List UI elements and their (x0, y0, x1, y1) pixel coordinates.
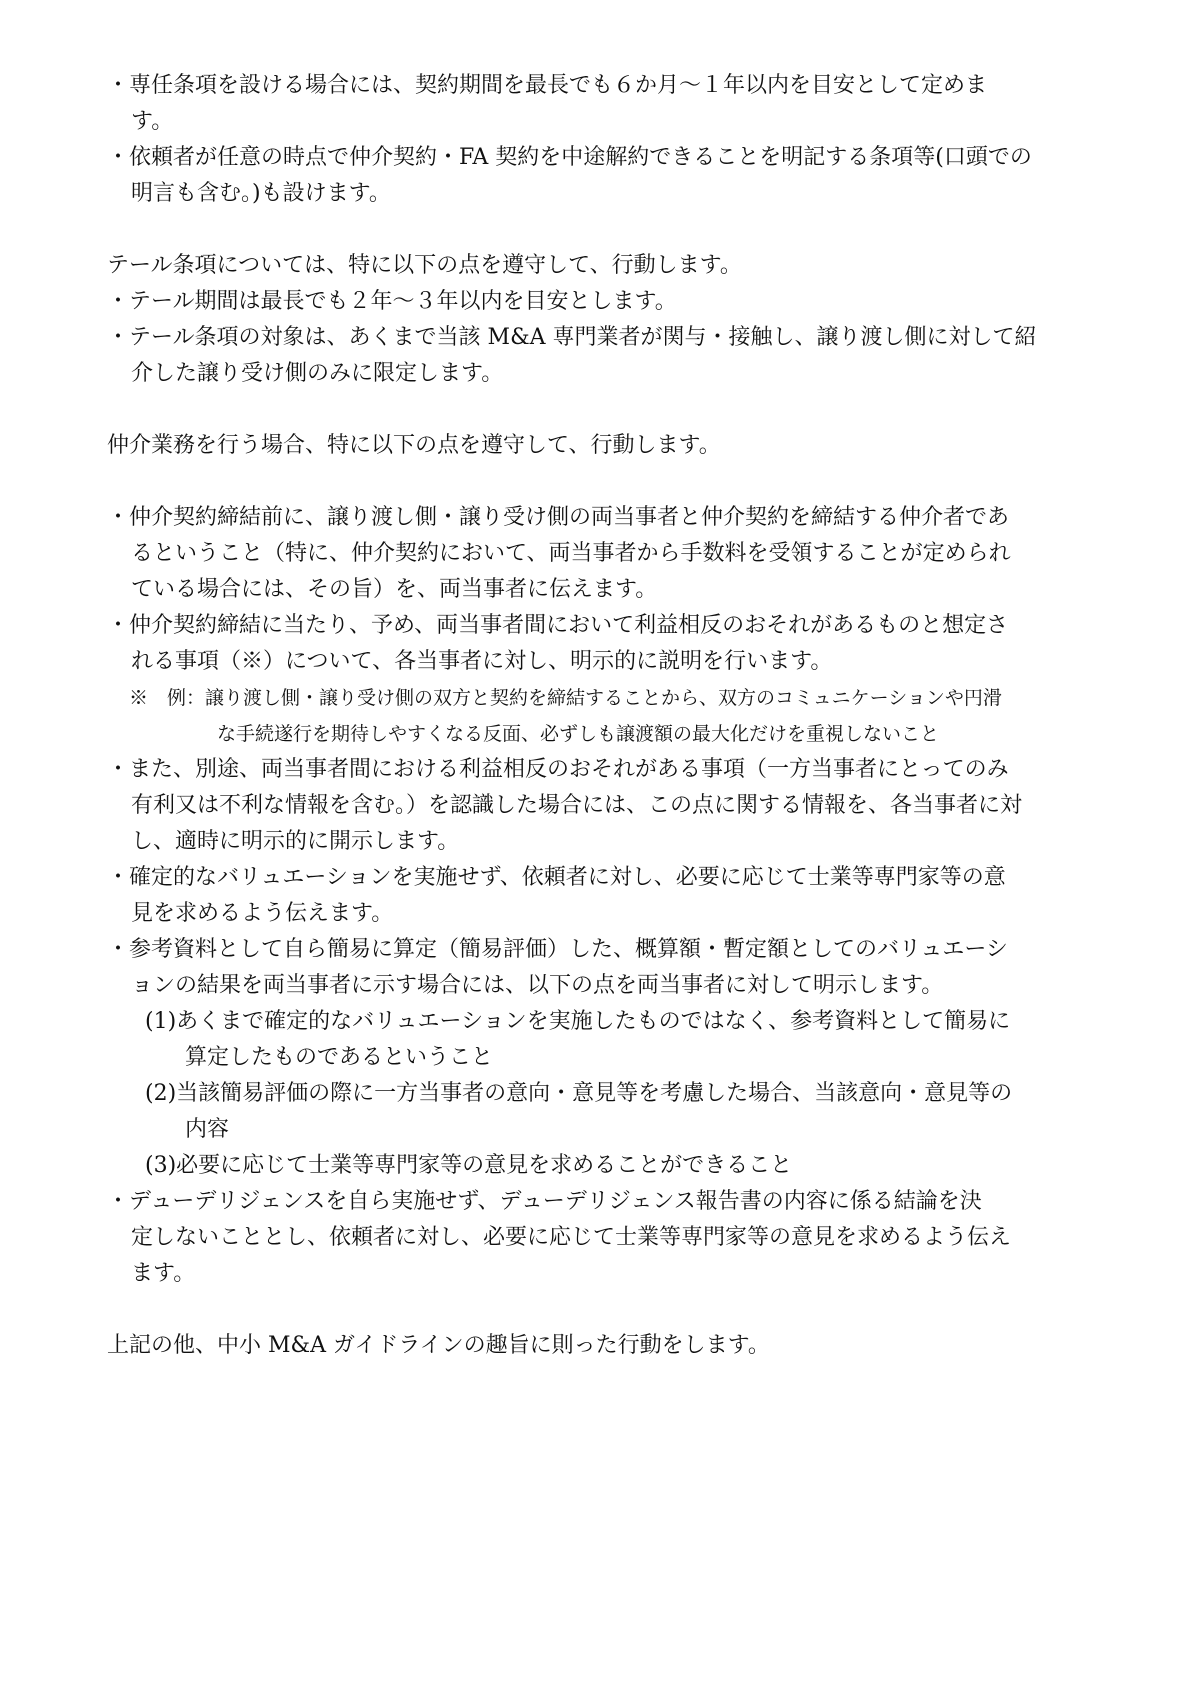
numbered-item: (1)あくまで確定的なバリュエーションを実施したものではなく、参考資料として簡易に (145, 1009, 1011, 1034)
text-line: ・確定的なバリュエーションを実施せず、依頼者に対し、必要に応じて士業等専門家等の意 (107, 865, 1006, 890)
paragraph-gap (107, 464, 1117, 500)
text-line: 定しないこととし、依頼者に対し、必要に応じて士業等専門家等の意見を求めるよう伝え (131, 1225, 1012, 1250)
text-line: ・専任条項を設ける場合には、契約期間を最長でも６か月～１年以内を目安として定めま (107, 73, 988, 98)
text-line: 有利又は不利な情報を含む。）を認識した場合には、この点に関する情報を、各当事者に対 (131, 793, 1023, 818)
text-line: 見を求めるよう伝えます。 (131, 901, 394, 926)
text-line: ・仲介契約締結に当たり、予め、両当事者間において利益相反のおそれがあるものと想定さ (107, 613, 1009, 638)
text-line: ます。 (131, 1261, 196, 1286)
text-line: るということ（特に、仲介契約において、両当事者から手数料を受領することが定められ (131, 541, 1011, 566)
text-line: れる事項（※）について、各当事者に対し、明示的に説明を行います。 (131, 649, 833, 674)
text-line: し、適時に明示的に開示します。 (131, 829, 460, 854)
closing-statement: 上記の他、中小 M&A ガイドラインの趣旨に則った行動をします。 (107, 1333, 770, 1358)
text-line: 介した譲り受け側のみに限定します。 (131, 361, 504, 386)
text-line: ・依頼者が任意の時点で仲介契約・FA 契約を中途解約できることを明記する条項等(口頭での (107, 145, 1032, 170)
text-line: ・仲介契約締結前に、譲り渡し側・譲り受け側の両当事者と仲介契約を締結する仲介者であ (107, 505, 1010, 530)
text-line: ョンの結果を両当事者に示す場合には、以下の点を両当事者に対して明示します。 (131, 973, 944, 998)
text-line: ている場合には、その旨）を、両当事者に伝えます。 (131, 577, 658, 602)
numbered-item-cont: 算定したものであるということ (185, 1045, 494, 1070)
text-line: ・テール期間は最長でも２年～３年以内を目安とします。 (107, 289, 677, 314)
numbered-item: (3)必要に応じて士業等専門家等の意見を求めることができること (145, 1153, 793, 1178)
text-line: ・テール条項の対象は、あくまで当該 M&A 専門業者が関与・接触し、譲り渡し側に対して紹 (107, 325, 1037, 350)
text-line: ・参考資料として自ら簡易に算定（簡易評価）した、概算額・暫定額としてのバリュエーシ (107, 937, 1008, 962)
text-line: ・デューデリジェンスを自ら実施せず、デューデリジェンス報告書の内容に係る結論を決 (107, 1189, 982, 1214)
note-line: な手続遂行を期待しやすくなる反面、必ずしも譲渡額の最大化だけを重視しないこと (217, 723, 940, 745)
text-line: ・また、別途、両当事者間における利益相反のおそれがある事項（一方当事者にとってのみ (107, 757, 1009, 782)
document-body (107, 68, 1117, 1364)
numbered-item-cont: 内容 (185, 1117, 230, 1142)
paragraph-gap (107, 212, 1117, 248)
text-line: 明言も含む。)も設けます。 (131, 181, 391, 206)
note-line: ※ 例：譲り渡し側・譲り受け側の双方と契約を締結することから、双方のコミュニケーションや円滑 (129, 687, 1002, 709)
paragraph-gap (107, 392, 1117, 428)
paragraph-gap (107, 1292, 1117, 1328)
text-line: す。 (131, 109, 174, 134)
section-heading: テール条項については、特に以下の点を遵守して、行動します。 (107, 253, 742, 278)
numbered-item: (2)当該簡易評価の際に一方当事者の意向・意見等を考慮した場合、当該意向・意見等の (145, 1081, 1013, 1106)
section-heading: 仲介業務を行う場合、特に以下の点を遵守して、行動します。 (107, 433, 721, 458)
